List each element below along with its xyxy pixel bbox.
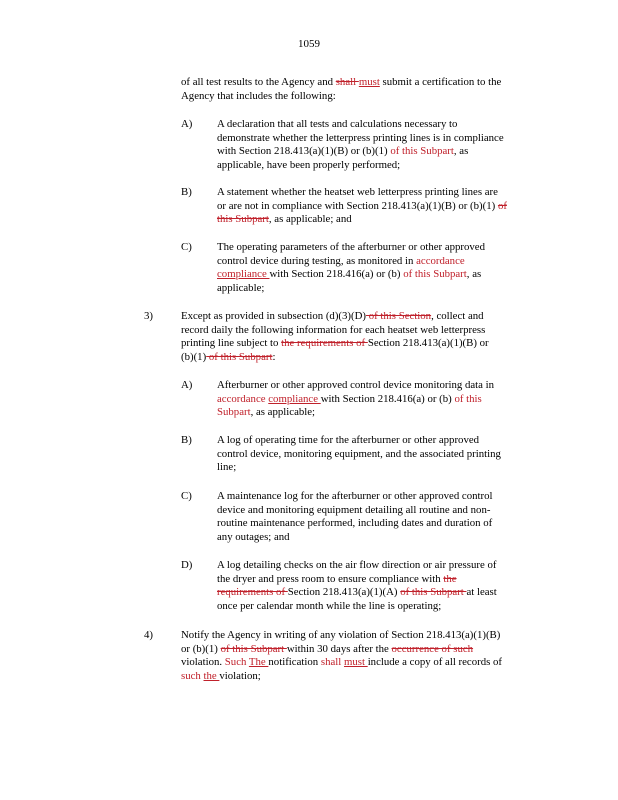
text: , as applicable; — [250, 406, 316, 419]
section-label: 3) — [144, 310, 153, 322]
text: or are not in compliance with Section 218.413(a)(1)(B) or (b)(1) — [217, 199, 498, 212]
line: A log of operating time for the afterburner or other approved — [217, 434, 480, 446]
text: the dryer and press room to ensure compliance with — [217, 572, 444, 585]
inserted-text: must — [358, 76, 380, 88]
line — [181, 76, 501, 90]
item-a-declaration — [217, 118, 504, 172]
revised-text: of this Subpart — [390, 145, 454, 158]
revised-text: Such — [224, 656, 249, 669]
deleted-text: the — [443, 572, 457, 585]
line — [217, 268, 485, 282]
deleted-text: of this Section — [366, 310, 432, 322]
text: , collect and — [431, 310, 484, 322]
revised-text: of this Subpart — [403, 268, 467, 281]
item-label: A) — [181, 118, 193, 130]
text: with Section 218.416(a) or (b) — [320, 392, 455, 405]
item-label: D) — [181, 559, 193, 571]
line — [181, 310, 489, 324]
line — [217, 213, 507, 227]
text: printing line subject to — [181, 337, 282, 350]
line: Notify the Agency in writing of any violation of Section 218.413(a)(1)(B) — [181, 629, 501, 641]
line — [217, 255, 485, 269]
revised-text: Subpart — [217, 406, 251, 419]
text: (b)(1) — [181, 350, 207, 363]
deleted-text: the requirements of — [281, 337, 368, 350]
item-c-parameters — [217, 241, 485, 295]
line — [181, 337, 489, 351]
line: demonstrate whether the letterpress printing lines is in compliance — [217, 131, 504, 144]
line: A statement whether the heatset web letterpress printing lines are — [217, 186, 498, 198]
line — [181, 656, 502, 670]
revised-text: accordance — [217, 392, 269, 405]
item-label: B) — [181, 434, 192, 446]
item-b-statement — [217, 186, 507, 227]
section-3-record — [181, 310, 489, 364]
revised-text: such — [181, 669, 204, 682]
line — [217, 406, 494, 420]
line — [217, 586, 497, 600]
text: Section 218.413(a)(1)(A) — [287, 586, 401, 599]
deleted-text: of this Subpart — [206, 350, 273, 363]
line: Agency that includes the following: — [181, 89, 336, 102]
text: with Section 218.413(a)(1)(B) or (b)(1) — [217, 145, 391, 158]
line: The operating parameters of the afterburner or other approved — [217, 241, 485, 253]
inserted-text: compliance — [217, 268, 270, 281]
text: , as — [453, 145, 469, 158]
text: within 30 days after the — [286, 642, 392, 655]
inserted-text: must — [343, 656, 368, 669]
item-a-monitoring — [217, 379, 494, 420]
item-label: A) — [181, 379, 193, 391]
item-b-operating-log — [217, 434, 501, 475]
text: with Section 218.416(a) or (b) — [269, 268, 404, 281]
revised-text: of this — [454, 392, 482, 405]
text: , as — [466, 268, 482, 281]
line: applicable; — [217, 281, 265, 294]
line: A maintenance log for the afterburner or other approved control — [217, 490, 493, 502]
line: A declaration that all tests and calculations necessary to — [217, 118, 458, 130]
text: , as applicable; and — [268, 213, 352, 226]
text: notification — [268, 656, 321, 669]
line: line; — [217, 461, 237, 474]
item-label: C) — [181, 241, 192, 253]
deleted-text: of — [497, 199, 507, 212]
inserted-text: The — [248, 656, 269, 669]
page-number: 1059 — [298, 38, 320, 50]
deleted-text: of this Subpart — [220, 642, 287, 655]
line — [217, 573, 497, 587]
inserted-text: the — [203, 669, 220, 682]
section-label: 4) — [144, 629, 153, 641]
item-d-airflow-log — [217, 559, 497, 613]
text: of all test results to the Agency and — [181, 76, 336, 88]
line: once per calendar month while the line is operating; — [217, 599, 442, 612]
line: Afterburner or other approved control device monitoring data in — [217, 379, 495, 391]
revised-text: accordance — [416, 254, 465, 267]
line: control device, monitoring equipment, and the associated printing — [217, 447, 501, 460]
line: device and monitoring equipment detailing all routine and non- — [217, 503, 491, 516]
revised-text: shall — [320, 656, 344, 669]
item-label: C) — [181, 490, 192, 502]
line: applicable, have been properly performed; — [217, 158, 401, 171]
item-c-maintenance-log — [217, 490, 493, 544]
line: routine maintenance performed, including dates and duration of — [217, 517, 493, 530]
section-4-notify — [181, 629, 502, 683]
text: or (b)(1) — [181, 642, 221, 655]
line: record daily the following information for each heatset web letterpress — [181, 323, 486, 336]
line — [217, 393, 494, 407]
line: A log detailing checks on the air flow direction or air pressure of — [217, 559, 497, 571]
text: violation; — [219, 669, 261, 682]
line — [181, 643, 502, 657]
deleted-text: this Subpart — [217, 213, 269, 226]
text: Section 218.413(a)(1)(B) or — [367, 337, 489, 350]
text: : — [272, 350, 276, 363]
deleted-text: occurrence of such — [391, 642, 474, 655]
deleted-text: of this Subpart — [400, 586, 467, 599]
line — [217, 200, 507, 214]
deleted-text: requirements of — [217, 586, 288, 599]
line — [181, 351, 489, 365]
text: Except as provided in subsection (d)(3)(D) — [181, 310, 366, 322]
item-label: B) — [181, 186, 192, 198]
text: at least — [466, 586, 497, 599]
inserted-text: compliance — [268, 392, 321, 405]
text: control device during testing, as monitored in — [217, 254, 417, 267]
line — [217, 145, 504, 159]
text: submit a certification to the — [379, 76, 502, 88]
text: violation. — [181, 656, 225, 669]
intro-paragraph — [181, 76, 501, 103]
text: include a copy of all records of — [367, 656, 502, 669]
line — [181, 670, 502, 684]
deleted-text: shall — [335, 76, 359, 88]
line: any outages; and — [217, 530, 290, 543]
